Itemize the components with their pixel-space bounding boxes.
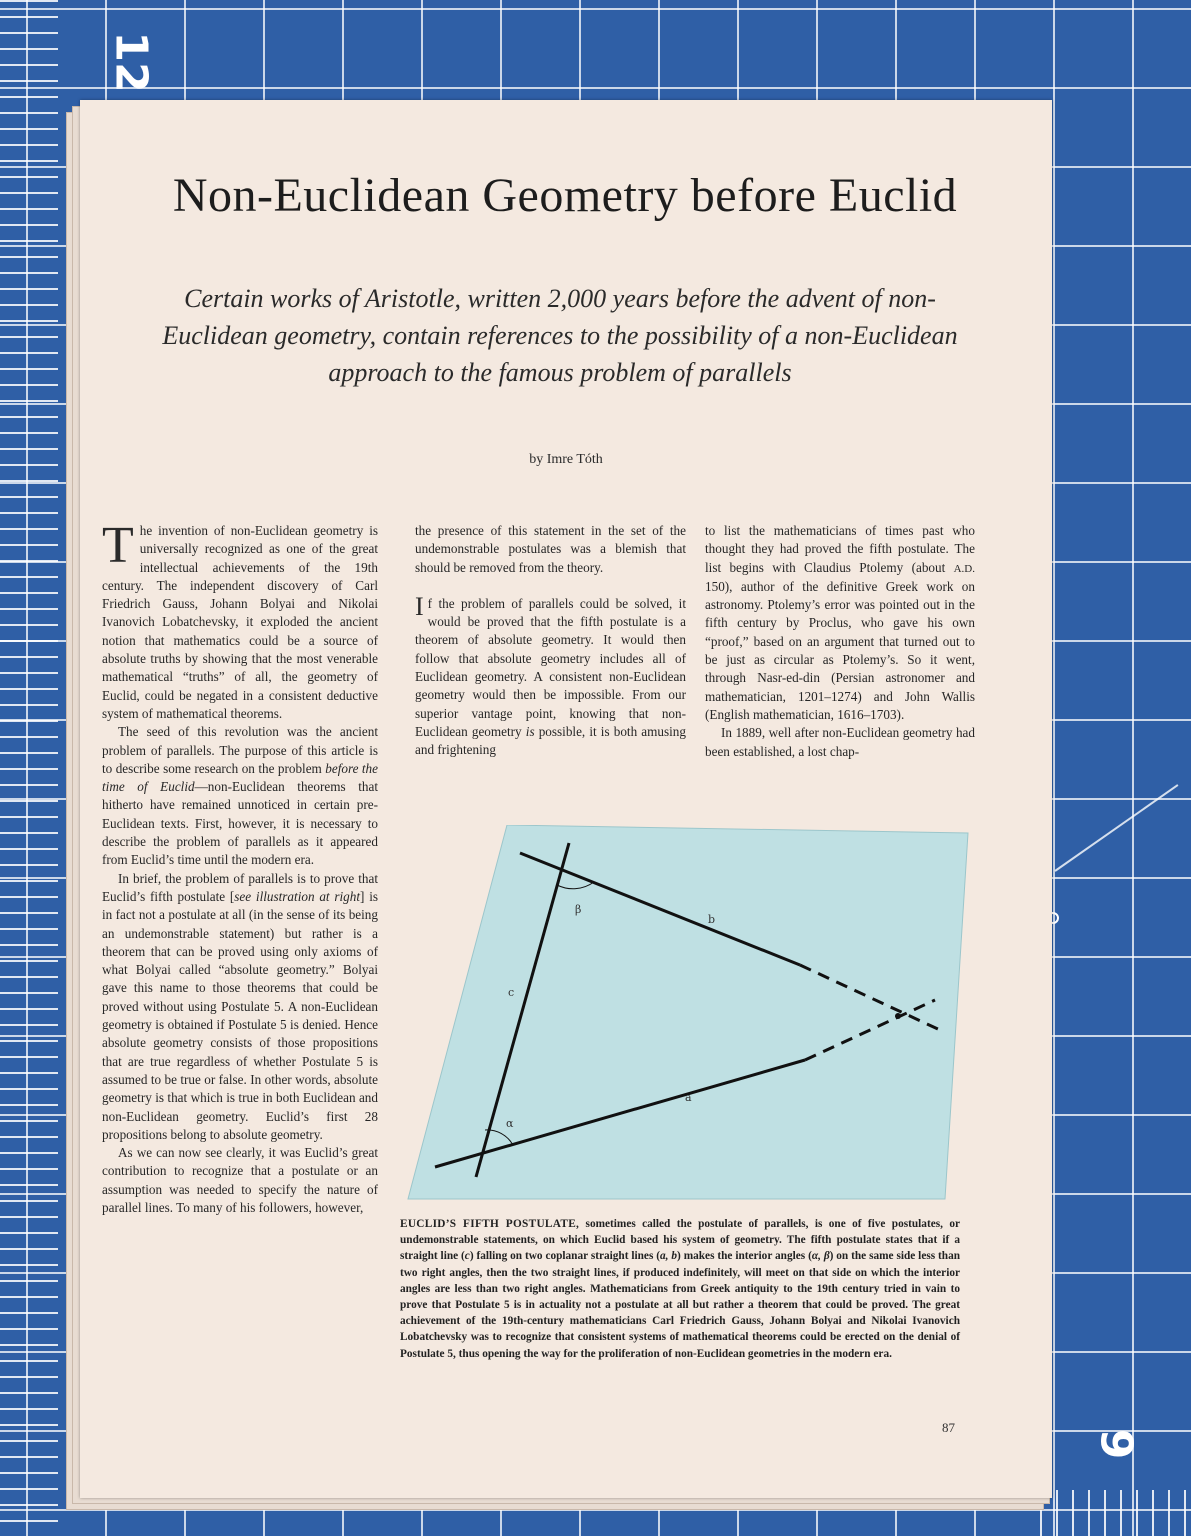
label-beta: β [575,903,582,916]
article-title: Non-Euclidean Geometry before Euclid [172,169,958,222]
paragraph: the presence of this statement in the set of the undemonstrable postulates was a blemish that should be removed from the theory. [415,523,686,575]
page-number: 87 [942,1420,955,1435]
article-byline: by Imre Tóth [529,452,603,467]
section-gap [415,577,686,595]
ruler-left [0,0,58,1536]
label-a: a [685,1091,692,1104]
figure-caption: EUCLID’S FIFTH POSTULATE, sometimes called the postulate of parallels, is one of five postulates, or undemonstrable statements, on which Euclid based his system of geometry. The fifth postulate states that if a straight line (c) falling on two coplanar straight lines (a, b) makes the interior angles (α, β) on the same side less than two right angles, then the two straight lines, if produced indefinitely, will meet on that side on which the interior angles are less than two right angles. Mathematicians from Greek antiquity to the 19th century tried in vain to prove that Postulate 5 is in actuality not a postulate at all but rather a theorem that could be proved. The great achievement of the 19th-century mathematicians Carl Friedrich Gauss, Johann Bolyai and Nikolai Ivanovich Lobatchevsky was to recognize that consistent systems of mathematical theorems could be erected on the denial of Postulate 5, thus opening the way for the proliferation of non-Euclidean geometries in the modern era. [400,1218,960,1360]
intersection-point [895,1013,901,1019]
caption-lead: EUCLID’S FIFTH POSTULATE, [400,1218,580,1230]
ruler-bottom [1040,1490,1191,1536]
drop-cap: I [415,591,424,621]
label-b: b [708,913,716,926]
ruler-number-12: 12 [105,31,157,93]
paragraph: to list the mathematicians of times past who thought they had proved the fifth postulate. The list begins with Claudius Ptolemy (about A.D. 150), author of the definitive Greek work on astronomy. Ptolemy’s error was pointed out in the fifth century by Proclus, who gave his own “proof,” based on an argument that turned out to be just as circular as Ptolemy’s. So it went, through Nasr-ed-din (Persian astronomer and mathematician, 1201–1274) and John Wallis (English mathematician, 1616–1703). [705,523,975,722]
fifth-postulate-diagram [400,825,970,1200]
paragraph: The seed of this revolution was the ancient problem of parallels. The purpose of this article is to describe some research on the problem before the time of Euclid—non-Euclidean theorems that hitherto have remained unnoticed in certain pre-Euclidean texts. First, however, it is necessary to describe the problem of parallels as it appeared from Euclid’s time until the modern era. [102,724,378,868]
paragraph: As we can now see clearly, it was Euclid’s great contribution to recognize that a postulate or an assumption was needed to specify the nature of parallel lines. To many of his followers, however, [102,1145,378,1215]
article-subtitle: Certain works of Aristotle, written 2,000 years before the advent of non-Euclidean geometry, contain references to the possibility of a non-Euclidean approach to the famous problem of parallels [162,284,958,387]
ruler-number-9: 9 [1090,1428,1142,1460]
label-alpha: α [506,1117,514,1130]
diagram-background [408,825,968,1199]
paragraph: In 1889, well after non-Euclidean geometry had been established, a lost chap- [705,725,975,759]
text-column-2 [415,522,686,760]
magazine-page [80,100,1052,1498]
paragraph: If the problem of parallels could be solved, it would be proved that the fifth postulate is a theorem of absolute geometry. It would then follow that absolute geometry includes all of Euclidean geometry. A consistent non-Euclidean geometry would then be impossible. From our superior vantage point, knowing that non-Euclidean geometry is possible, it is both amusing and frightening [415,591,686,758]
label-c: c [508,986,515,999]
text-column-3 [705,522,975,761]
paragraph: In brief, the problem of parallels is to prove that Euclid’s fifth postulate [see illustration at right] is in fact not a postulate at all (in the sense of its being an undemonstrable statement) but rather is a theorem that can be proved using only axioms of what Bolyai called “absolute geometry.” Bolyai gave this name to those theorems that could be proved without using Postulate 5. A non-Euclidean geometry is obtained if Postulate 5 is denied. Hence absolute geometry consists of those propositions that are true regardless of whether Postulate 5 is assumed to be true or false. In other words, absolute geometry is that which is true in both Euclidean and non-Euclidean geometry. Euclid’s first 28 propositions belong to absolute geometry. [102,870,379,1142]
paragraph: The invention of non-Euclidean geometry is universally recognized as one of the great intellectual achievements of the 19th century. The independent discovery of Carl Friedrich Gauss, Johann Bolyai and Nikolai Ivanovich Lobatchevsky, it exploded the ancient notion that mathematics could be a source of absolute truths by showing that the most venerable mathematical “truths” of all, the geometry of Euclid, could be negated in a consistent deductive system of mathematical theorems. [102,517,378,721]
drop-cap: T [102,517,134,574]
text-column-1 [102,517,379,1217]
